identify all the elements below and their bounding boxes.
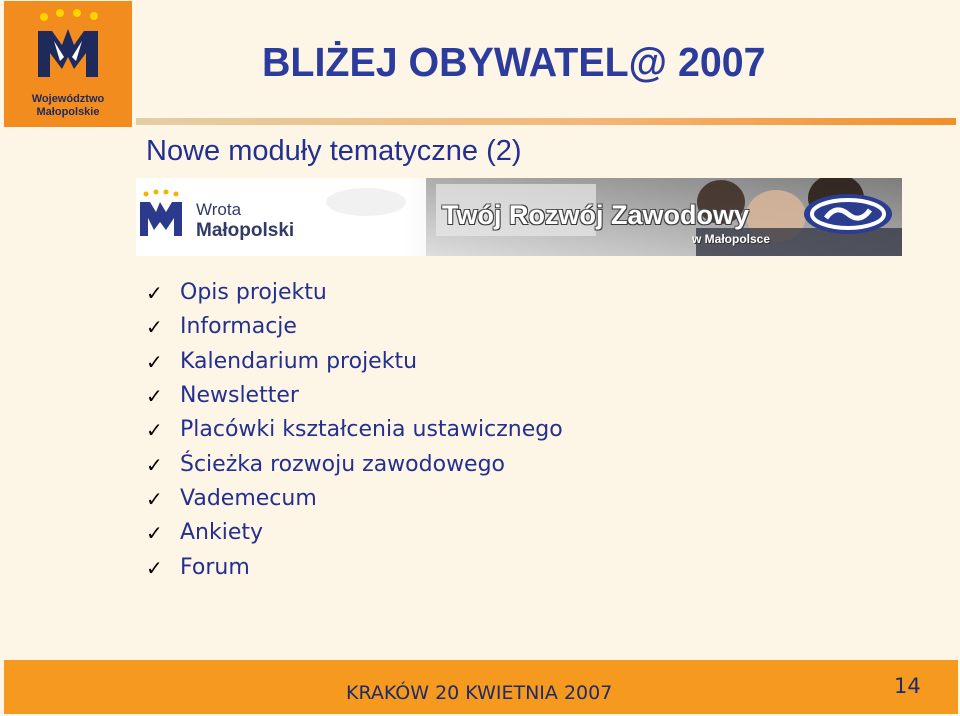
checkmark-icon: ✓ (146, 452, 163, 477)
checkmark-icon: ✓ (146, 349, 163, 374)
checkmark-icon: ✓ (146, 418, 163, 443)
checkmark-icon: ✓ (146, 281, 163, 306)
banner-region: w Małopolsce (692, 232, 771, 246)
crown-emblem-icon (4, 1, 132, 93)
banner-brand-line-1: Wrota (196, 200, 242, 219)
list-item (146, 550, 563, 584)
list-item (146, 276, 563, 310)
list-item-label: Ankiety (180, 520, 264, 546)
logo-line-1: Województwo (31, 93, 105, 105)
voivodeship-logo (4, 1, 132, 127)
checkmark-icon: ✓ (146, 521, 163, 546)
module-list (146, 276, 563, 585)
list-item (146, 345, 563, 379)
list-item-label: Kalendarium projektu (180, 348, 418, 374)
list-item (146, 310, 563, 344)
list-item (146, 379, 563, 413)
list-item-label: Vademecum (180, 485, 317, 511)
footer-bar (4, 660, 958, 714)
footer-date: KRAKÓW 20 KWIETNIA 2007 (346, 682, 613, 704)
checkmark-icon: ✓ (146, 384, 163, 409)
checkmark-icon: ✓ (146, 555, 163, 580)
banner-brand-line-2: Małopolski (196, 220, 295, 241)
logo-line-2: Małopolskie (36, 106, 100, 118)
list-item (146, 413, 563, 447)
slide-subtitle: Nowe moduły tematyczne (2) (146, 135, 522, 167)
career-emblem-icon (804, 194, 892, 234)
list-item-label: Placówki kształcenia ustawicznego (180, 417, 563, 443)
checkmark-icon: ✓ (146, 486, 163, 511)
list-item-label: Informacje (180, 314, 297, 340)
checkmark-icon: ✓ (146, 315, 163, 340)
list-item-label: Newsletter (180, 383, 299, 409)
list-item (146, 447, 563, 481)
list-item-label: Ścieżka rozwoju zawodowego (180, 451, 506, 477)
list-item-label: Opis projektu (180, 280, 327, 306)
list-item (146, 516, 563, 550)
page-title: BLIŻEJ OBYWATEL@ 2007 (262, 39, 766, 85)
banner-slogan: Twój Rozwój Zawodowy (442, 200, 749, 230)
list-item (146, 482, 563, 516)
title-divider (136, 118, 956, 125)
list-item-label: Forum (180, 554, 250, 580)
page-number: 14 (894, 674, 921, 698)
portal-banner (136, 178, 902, 256)
